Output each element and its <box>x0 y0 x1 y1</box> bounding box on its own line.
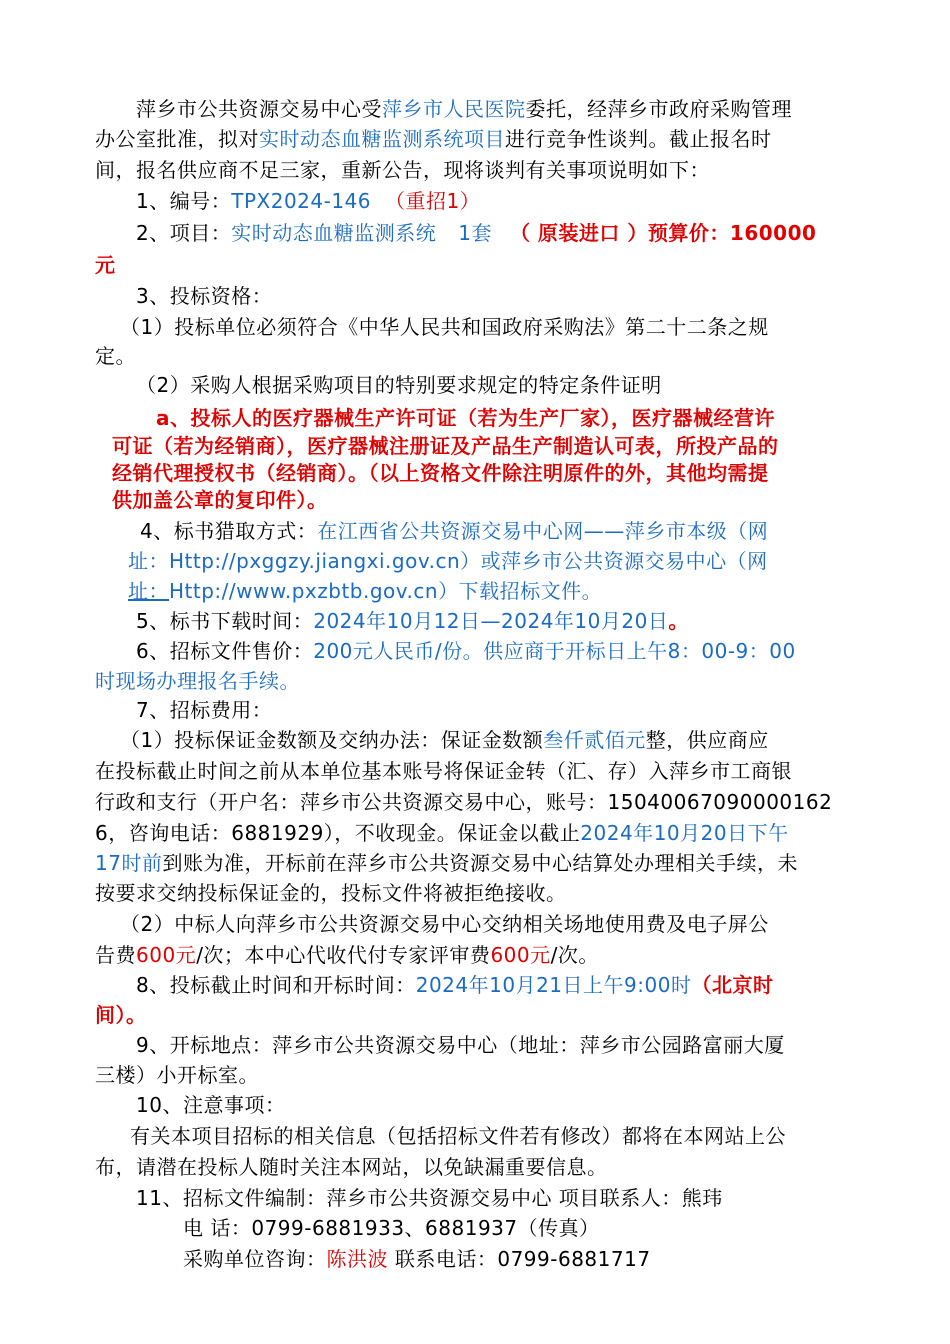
item-label: 2、项目： <box>136 221 232 245</box>
item-11-consult <box>183 1244 651 1274</box>
link-pxzbtb[interactable]: Http://www.pxzbtb.gov.cn <box>169 579 439 603</box>
url-prefix: 址： <box>128 549 169 573</box>
deposit-line-6: 按要求交纳投标保证金的，投标文件将被拒绝接收。 <box>95 881 567 905</box>
intro-line-1 <box>136 94 792 124</box>
deposit-line-5 <box>95 848 798 878</box>
doc-price: 200 <box>313 639 353 663</box>
url-prefix: 址： <box>128 579 169 603</box>
tel-label: 电 话： <box>183 1216 252 1240</box>
item-6-line-2: 时现场办理报名手续。 <box>95 669 300 693</box>
purchaser-name: 萍乡市人民医院 <box>382 97 526 121</box>
deposit-deadline-time: 17时前 <box>95 851 163 875</box>
item-origin: （ 原装进口 ） <box>509 221 648 245</box>
bid-deadline: 2024年10月21日上午9:00时 <box>415 973 692 997</box>
consult-name: 陈洪波 <box>326 1247 388 1271</box>
intro-text: 委托，经萍乡市政府采购管理 <box>525 97 792 121</box>
project-code: TPX2024-146 <box>231 189 372 213</box>
qualification-a-line-4: 供加盖公章的复印件）。 <box>112 488 328 512</box>
item-2 <box>136 218 816 248</box>
item-7-label: 7、招标费用： <box>136 698 273 722</box>
item-9-line-2: 三楼）小开标室。 <box>95 1063 259 1087</box>
rebid-tag: （重招1） <box>385 189 481 213</box>
item-4-line-3 <box>128 576 602 606</box>
intro-text: 办公室批准，拟对 <box>95 127 259 151</box>
qualification-2: （2）采购人根据采购项目的特别要求规定的特定条件证明 <box>136 373 662 397</box>
item-1 <box>136 186 480 216</box>
intro-text: 进行竞争性谈判。截止报名时 <box>505 127 772 151</box>
period-end: 。 <box>668 609 689 633</box>
budget-unit: 元 <box>95 253 116 277</box>
item-5 <box>136 606 689 636</box>
qualification-1-cont: 定。 <box>95 344 136 368</box>
tel-value: 0799-6881933、6881937（传真） <box>251 1216 600 1240</box>
fee-text: 告费 <box>95 943 136 967</box>
download-period: 2024年10月12日—2024年10月20日 <box>313 609 669 633</box>
fee-line-2 <box>95 940 599 970</box>
intro-line-2 <box>95 124 772 154</box>
deposit-text: 到账为准，开标前在萍乡市公共资源交易中心结算处办理相关手续，未 <box>162 851 798 875</box>
notice-line-2: 布，请潜在投标人随时关注本网站，以免缺漏重要信息。 <box>95 1155 608 1179</box>
deposit-text: 整，供应商应 <box>645 728 769 752</box>
budget-price: 预算价：160000 <box>647 221 817 245</box>
deposit-line-1 <box>120 725 769 755</box>
item-name: 实时动态血糖监测系统 <box>231 221 437 245</box>
deposit-line-2: 在投标截止时间之前从本单位基本账号将保证金转（汇、存）入萍乡市工商银 <box>95 759 792 783</box>
qualification-1: （1）投标单位必须符合《中华人民共和国政府采购法》第二十二条之规 <box>120 315 769 339</box>
item-4-line-2 <box>128 546 768 576</box>
project-name: 实时动态血糖监测系统项目 <box>259 127 505 151</box>
url-suffix: ）下载招标文件。 <box>438 579 603 603</box>
link-pxggzy[interactable]: Http://pxggzy.jiangxi.gov.cn <box>169 549 461 573</box>
beijing-time: （北京时 <box>691 973 774 997</box>
consult-tel: 联系电话：0799-6881717 <box>388 1247 651 1271</box>
screen-fee: 600元 <box>136 943 197 967</box>
item-10-label: 10、注意事项： <box>136 1093 286 1117</box>
item-11-tel <box>183 1213 600 1243</box>
item-label: 6、招标文件售价： <box>136 639 314 663</box>
notice-line-1: 有关本项目招标的相关信息（包括招标文件若有修改）都将在本网站上公 <box>130 1124 786 1148</box>
deposit-deadline: 2024年10月20日下午 <box>580 821 789 845</box>
intro-text: 萍乡市公共资源交易中心受 <box>136 97 382 121</box>
fee-text: /次；本中心代收代付专家评审费 <box>196 943 491 967</box>
deposit-text: （1）投标保证金数额及交纳办法：保证金数额 <box>120 728 544 752</box>
qualification-a-line-2: 可证（若为经销商），医疗器械注册证及产品生产制造认可表，所投产品的 <box>112 434 779 458</box>
item-label: 4、标书猎取方式： <box>140 519 318 543</box>
doc-price-rest: 元人民币/份。供应商于开标日上午8：00-9：00 <box>352 639 796 663</box>
item-label: 5、标书下载时间： <box>136 609 314 633</box>
consult-label: 采购单位咨询： <box>183 1247 327 1271</box>
review-fee: 600元 <box>490 943 551 967</box>
item-3-label: 3、投标资格： <box>136 284 273 308</box>
item-9-line-1: 9、开标地点：萍乡市公共资源交易中心（地址：萍乡市公园路富丽大厦 <box>136 1033 785 1057</box>
item-quantity: 1套 <box>458 221 492 245</box>
item-label: 8、投标截止时间和开标时间： <box>136 973 416 997</box>
item-label: 1、编号： <box>136 189 232 213</box>
qualification-a-line-3: 经销代理授权书（经销商）。（以上资格文件除注明原件的外，其他均需提 <box>112 461 769 485</box>
deposit-line-3: 行政和支行（开户名：萍乡市公共资源交易中心，账号：15040067090000162 <box>95 790 833 814</box>
item-8 <box>136 970 773 1000</box>
item-4 <box>140 516 768 546</box>
fee-text: /次。 <box>550 943 599 967</box>
deposit-line-4 <box>95 818 789 848</box>
item-6 <box>136 636 796 666</box>
intro-line-3: 间，报名供应商不足三家，重新公告，现将谈判有关事项说明如下： <box>95 158 710 182</box>
url-suffix: ）或萍乡市公共资源交易中心（网 <box>460 549 768 573</box>
deposit-amount: 叁仟贰佰元 <box>543 728 646 752</box>
item-11-line-1: 11、招标文件编制：萍乡市公共资源交易中心 项目联系人：熊玮 <box>136 1186 723 1210</box>
qualification-a-line-1: a、投标人的医疗器械生产许可证（若为生产厂家），医疗器械经营许 <box>156 406 775 430</box>
download-source: 在江西省公共资源交易中心网——萍乡市本级（网 <box>317 519 769 543</box>
deposit-text: 6，咨询电话：6881929），不收现金。保证金以截止 <box>95 821 581 845</box>
item-8-line-2: 间）。 <box>95 1003 147 1027</box>
fee-line-1: （2）中标人向萍乡市公共资源交易中心交纳相关场地使用费及电子屏公 <box>120 912 769 936</box>
